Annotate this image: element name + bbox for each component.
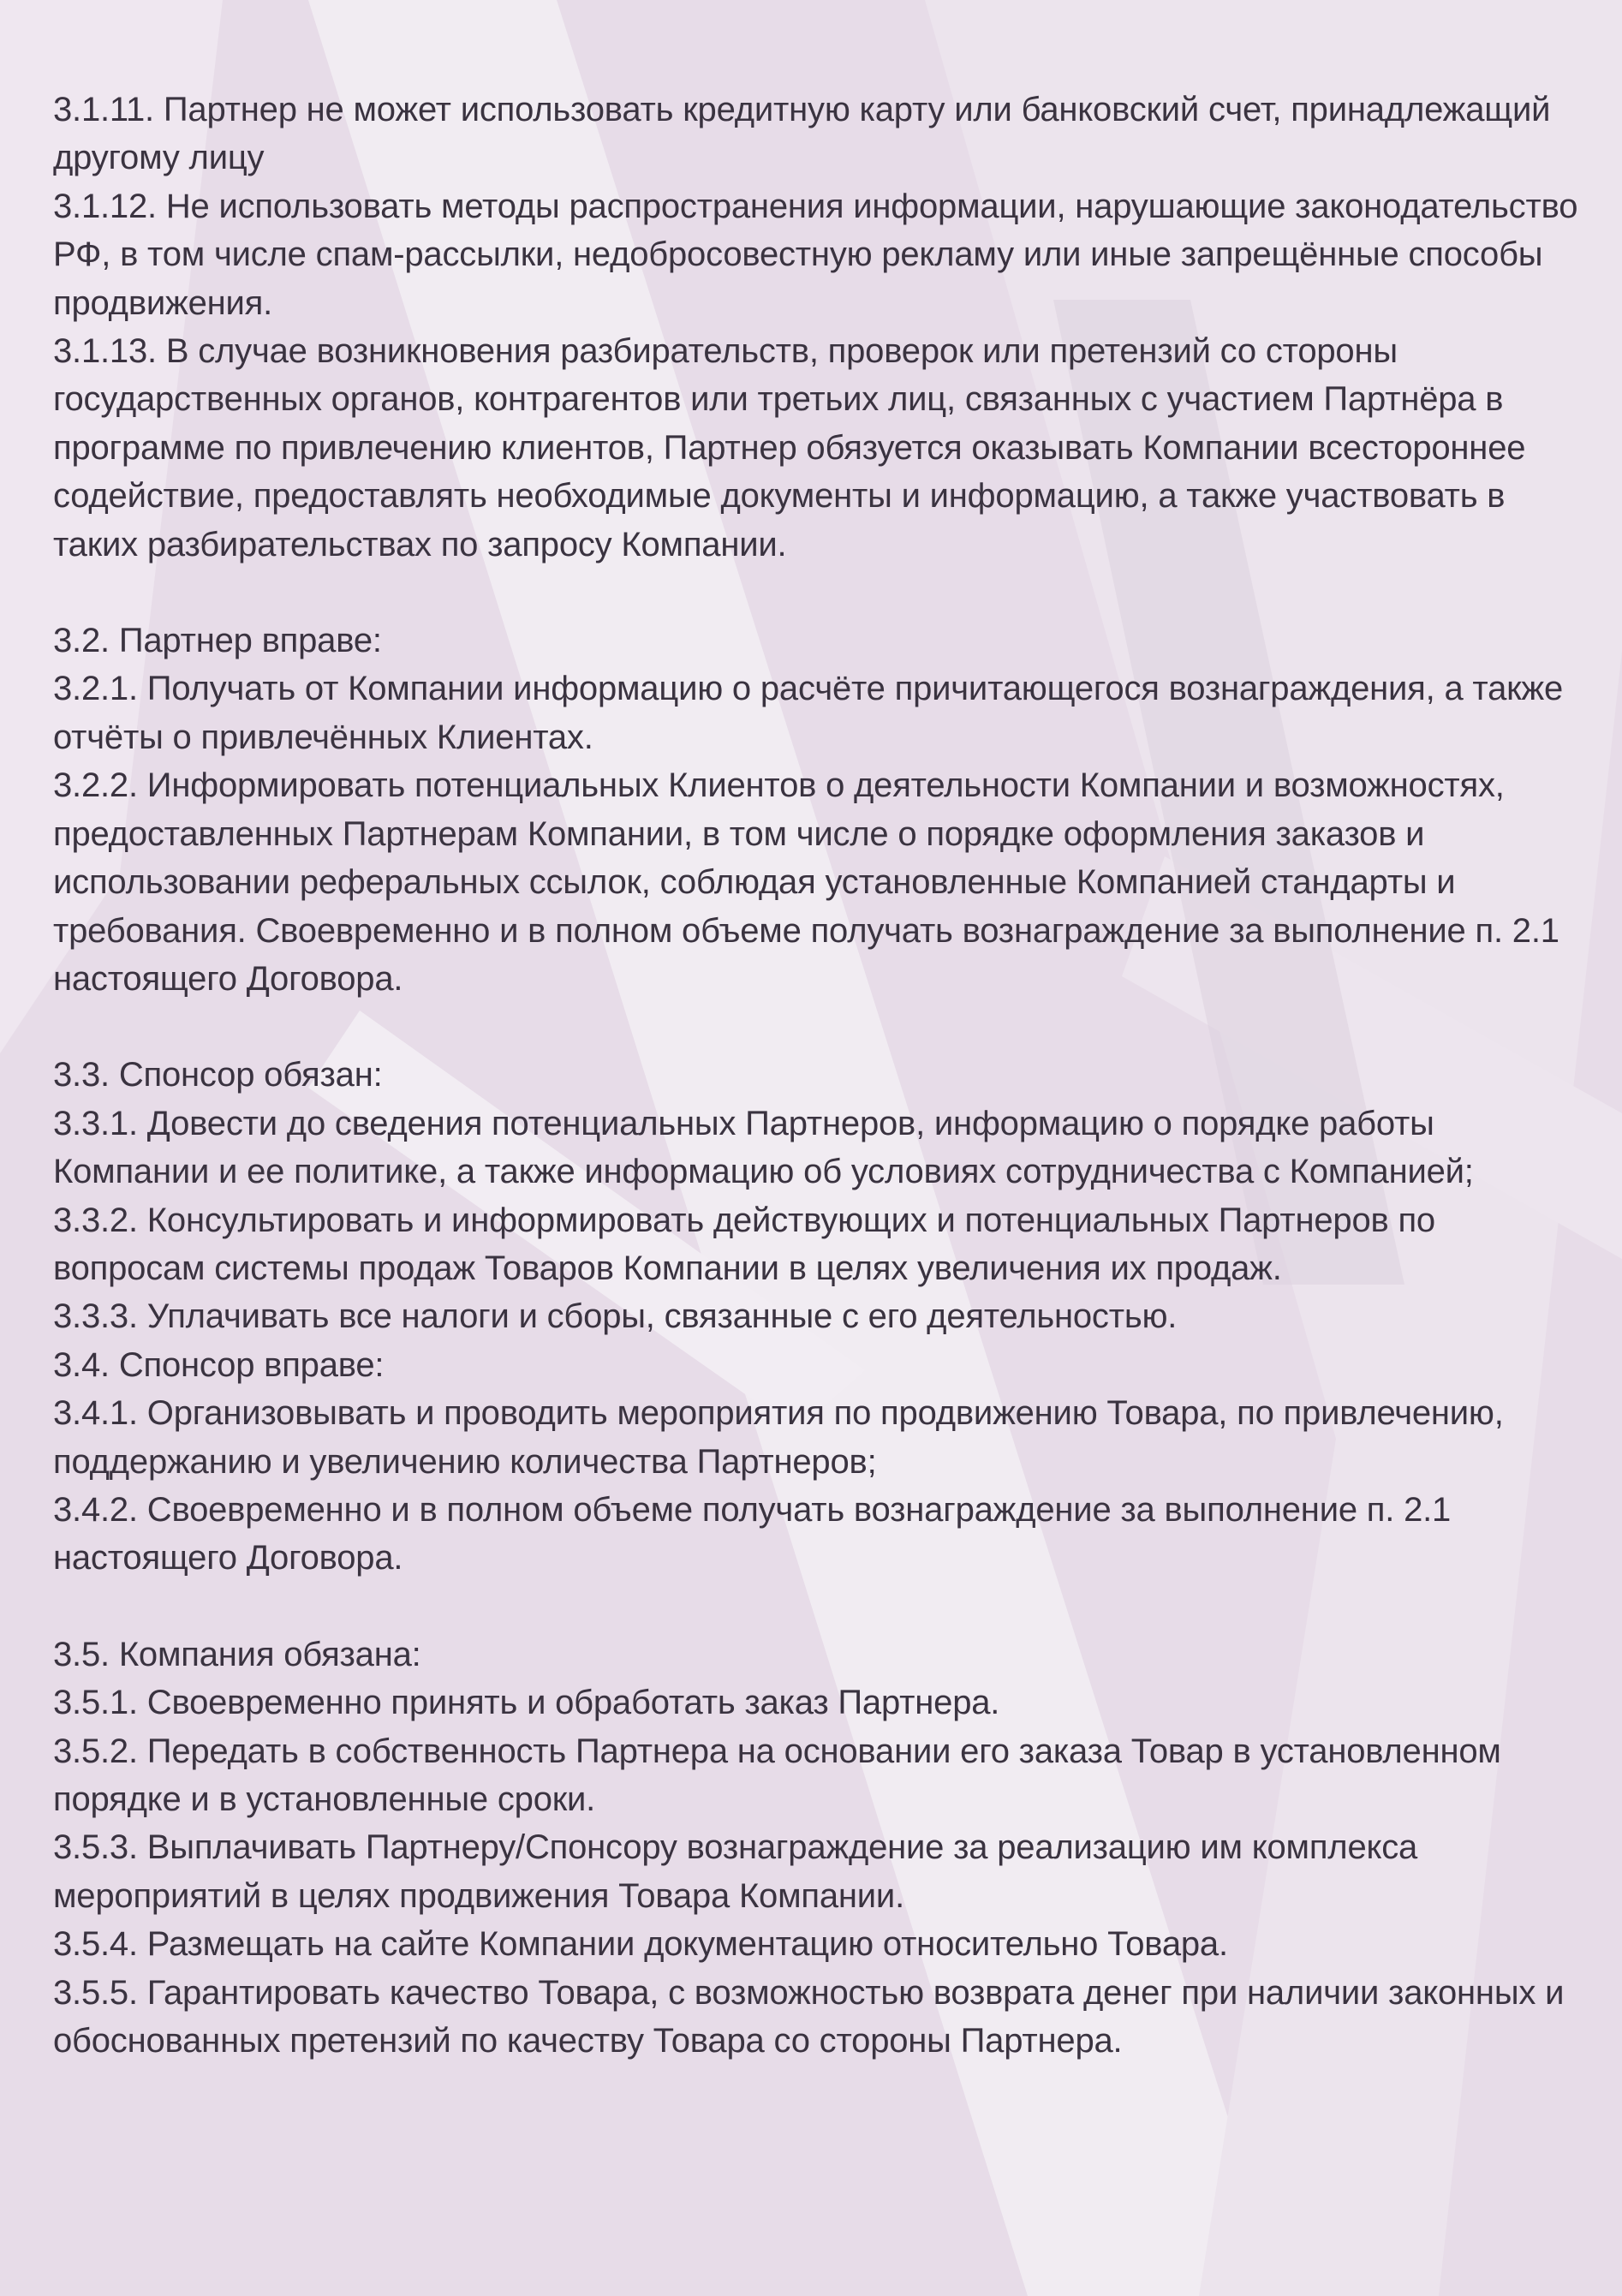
clause-3-5-3: 3.5.3. Выплачивать Партнеру/Спонсору вознаграждение за реализацию им комплекса мероприятий в целях продвижения Товара Компании. (53, 1828, 1428, 1915)
heading-3-2: 3.2. Партнер вправе: (53, 622, 382, 660)
clause-3-3-2: 3.3.2. Консультировать и информировать действующих и потенциальных Партнеров по вопросам системы продаж Товаров Компании в целях увеличения их продаж. (53, 1201, 1445, 1287)
section-3-5 (53, 1631, 1586, 2066)
section-3-3-3-4 (53, 1051, 1586, 1582)
clause-3-5-1: 3.5.1. Своевременно принять и обработать заказ Партнера. (53, 1684, 1000, 1722)
heading-3-4: 3.4. Спонсор вправе: (53, 1345, 385, 1384)
clause-3-2-1: 3.2.1. Получать от Компании информацию о расчёте причитающегося вознаграждения, а также отчёты о привлечённых Клиентах. (53, 670, 1572, 756)
section-3-2 (53, 617, 1586, 1003)
clause-3-4-1: 3.4.1. Организовывать и проводить мероприятия по продвижению Товара, по привлечению, поддержанию и увеличению количества Партнеров; (53, 1394, 1513, 1481)
document-page (53, 86, 1586, 2065)
heading-3-3: 3.3. Спонсор обязан: (53, 1056, 383, 1094)
section-3-1-end (53, 86, 1586, 569)
clause-3-5-5: 3.5.5. Гарантировать качество Товара, с возможностью возврата денег при наличии законных и обоснованных претензий по качеству Товара со стороны Партнера. (53, 1973, 1574, 2060)
clause-3-1-13: 3.1.13. В случае возникновения разбирательств, проверок или претензий со стороны государственных органов, контрагентов или третьих лиц, связанных с участием Партнёра в программе по привлечению клиентов, Партнер обязуется оказывать Компании всестороннее содействие, предоставлять необходимые документы и информацию, а также участвовать в таких разбирательствах по запросу Компании. (53, 332, 1536, 564)
clause-3-2-2: 3.2.2. Информировать потенциальных Клиентов о деятельности Компании и возможностях, предоставленных Партнерам Компании, в том числе о порядке оформления заказов и использовании реферальных ссылок, соблюдая установленные Компанией стандарты и требования. Своевременно и в полном объеме получать вознаграждение за выполнение п. 2.1 настоящего Договора. (53, 766, 1569, 998)
clause-3-3-1: 3.3.1. Довести до сведения потенциальных Партнеров, информацию о порядке работы Компании и ее политике, а также информацию об условиях сотрудничества с Компанией; (53, 1104, 1474, 1191)
heading-3-5: 3.5. Компания обязана: (53, 1635, 421, 1673)
clause-3-1-12: 3.1.12. Не использовать методы распространения информации, нарушающие законодательство РФ, в том числе спам-рассылки, недобросовестную рекламу или иные запрещённые способы продвижения. (53, 187, 1588, 322)
clause-3-1-11: 3.1.11. Партнер не может использовать кредитную карту или банковский счет, принадлежащий другому лицу (53, 91, 1560, 177)
clause-3-5-4: 3.5.4. Размещать на сайте Компании документацию относительно Товара. (53, 1925, 1228, 1964)
clause-3-4-2: 3.4.2. Своевременно и в полном объеме получать вознаграждение за выполнение п. 2.1 настоящего Договора. (53, 1490, 1461, 1577)
clause-3-5-2: 3.5.2. Передать в собственность Партнера на основании его заказа Товар в установленном порядке и в установленные сроки. (53, 1732, 1511, 1818)
clause-3-3-3: 3.3.3. Уплачивать все налоги и сборы, связанные с его деятельностью. (53, 1297, 1178, 1336)
